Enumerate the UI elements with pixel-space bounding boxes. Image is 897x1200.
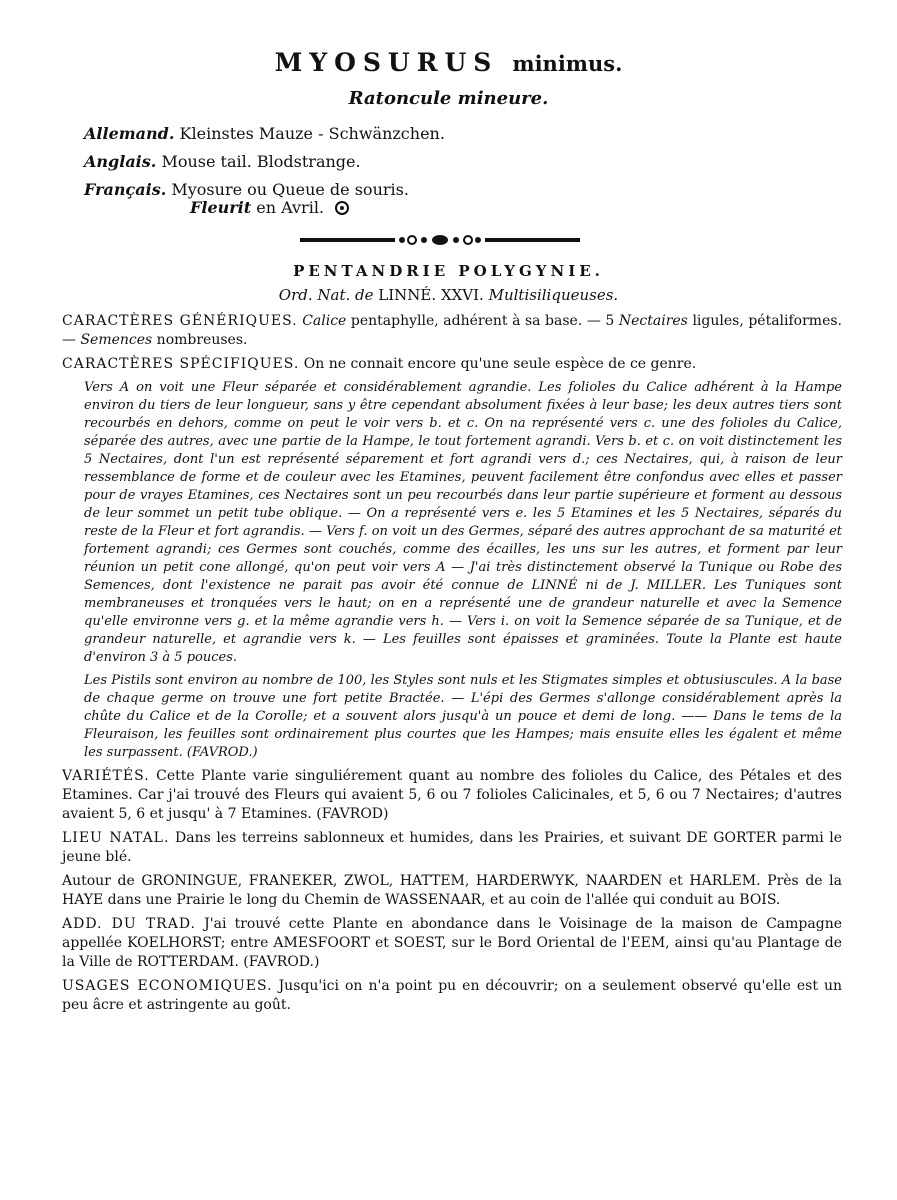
common-name: Mouse tail. Blodstrange.: [161, 152, 361, 171]
species-name: minimus.: [512, 51, 623, 76]
french-name: Ratoncule mineure.: [348, 88, 549, 109]
section-heading: USAGES ECONOMIQUES.: [62, 978, 273, 994]
description-paragraph-2: Les Pistils sont environ au nombre de 100, les Styles sont nuls et les Stigmates simples et obtusiuscules. A la base de chaque germe on trouve une fort petite Bractée. — L'épi des Germes s'allonge considérablement après la chûte du Calice et de la Corolle; et a souvent alors jusqu'à un pouce et demi de long. —— Dans le tems de la Fleuraison, les feuilles sont ordinairement plus courtes que les Hampes; mais ensuite elles les égalent et même les surpassent. (FAVROD.): [84, 673, 842, 760]
order-prefix: Ord. Nat. de: [278, 286, 374, 304]
ornament-divider-icon: [300, 230, 580, 250]
generic-text: Nectaires: [618, 313, 688, 329]
order-number: XXVI.: [440, 286, 484, 304]
generic-text: nombreuses.: [156, 332, 248, 348]
habitat-paragraph: [62, 829, 842, 867]
section-heading: LIEU NATAL.: [62, 830, 170, 846]
section-heading: CARACTÈRES GÉNÉRIQUES.: [62, 313, 298, 329]
body-text: [62, 312, 842, 1020]
order-author: LINNÉ.: [378, 286, 437, 304]
flowering-text: en Avril.: [256, 198, 325, 217]
flowering-label: Fleurit: [190, 198, 252, 217]
name-row-english: [84, 148, 445, 176]
generic-text: Semences: [80, 332, 153, 348]
language-label: Allemand.: [84, 124, 175, 143]
generic-text: pentaphylle, adhérent à sa base. — 5: [350, 313, 615, 329]
description-paragraph-1: Vers A on voit une Fleur séparée et considérablement agrandie. Les folioles du Calice adhérent à la Hampe environ du tiers de leur longueur, sans y être cependant absolument fixées à leur base; les deux autres tiers sont recourbés en dehors, comme on peut le voir vers b. et c. On na représenté vers c. une des folioles du Calice, séparée des autres, avec une partie de la Hampe, le tout fortement agrandi. Vers b. et c. on voit distinctement les 5 Nectaires, dont l'un est représenté séparement et fort agrandi vers d.; ces Nectaires, qui, à raison de leur ressemblance de forme et de couleur avec les Etamines, peuvent facilement être confondus avec elles et passer pour de vrayes Etamines, ces Nectaires sont un peu recourbés dans leur partie supérieure et forment au dessous de leur sommet un petit tube oblique. — On a représenté vers e. les 5 Etamines et les 5 Nectaires, séparés du reste de la Fleur et fort agrandis. — Vers f. on voit un des Germes, séparé des autres approchant de sa maturité et fortement agrandi; ces Germes sont couchés, comme des écailles, les uns sur les autres, et forment par leur réunion un petit cone allongé, qu'on peut voir vers A — J'ai très distinctement observé la Tunique ou Robe des Semences, dont l'existence ne parait pas avoir été connue de LINNÉ ni de J. MILLER. Les Tuniques sont membraneuses et tronquées vers le haut; on en a représenté une de grandeur naturelle et avec la Semence qu'elle environne vers g. et la même agrandie vers h. — Vers i. on voit la Semence séparée de sa Tunique, et de grandeur naturelle, et agrandie vers k. — Les feuilles sont épaisses et graminées. Toute la Plante est haute d'environ 3 à 5 pouces.: [84, 380, 842, 665]
common-name: Myosure ou Queue de souris.: [171, 180, 409, 199]
generic-text: ligules, pétaliformes. —: [62, 313, 842, 348]
flowering-time: [190, 198, 349, 217]
translator-text: J'ai trouvé cette Plante en abondance dans le Voisinage de la maison de Campagne appellée KOELHORST; entre AMESFOORT et SOEST, sur le Bord Oriental de l'EEM, ainsi qu'au Plantage de la Ville de ROTTERDAM. (FAVROD.): [62, 916, 842, 970]
linnaean-class: PENTANDRIE POLYGYNIE.: [293, 262, 604, 280]
uses-text: Jusqu'ici on n'a point pu en découvrir; on a seulement observé qu'elle est un peu âcre et astringente au goût.: [62, 978, 843, 1013]
section-heading: ADD. DU TRAD.: [62, 916, 197, 932]
common-names: [84, 120, 445, 204]
varieties-text: Cette Plante varie singuliérement quant au nombre des folioles du Calice, des Pétales et des Etamines. Car j'ai trouvé des Fleurs qui avaient 5, 6 ou 7 folioles Calicinales, et 5, 6 ou 7 Nectaires; d'autres avaient 5, 6 et jusqu' à 7 Etamines. (FAVROD): [62, 768, 842, 822]
economic-uses: [62, 977, 842, 1015]
title-row: [0, 48, 897, 77]
common-name: Kleinstes Mauze - Schwänzchen.: [179, 124, 445, 143]
genus-name: MYOSURUS: [274, 48, 499, 77]
language-label: Français.: [84, 180, 167, 199]
section-heading: VARIÉTÉS.: [62, 768, 150, 784]
generic-text: Calice: [302, 313, 347, 329]
order-name: Multisiliqueuses.: [488, 286, 619, 304]
natural-order: [0, 286, 897, 304]
habitat-text: Dans les terreins sablonneux et humides, dans les Prairies, et suivant DE GORTER parmi le jeune blé.: [62, 830, 842, 865]
section-heading: CARACTÈRES SPÉCIFIQUES.: [62, 356, 300, 372]
annual-symbol-icon: [335, 201, 349, 215]
localities-paragraph: Autour de GRONINGUE, FRANEKER, ZWOL, HATTEM, HARDERWYK, NAARDEN et HARLEM. Près de la HAYE dans une Prairie le long du Chemin de WASSENAAR, et au coin de l'allée qui conduit au BOIS.: [62, 873, 842, 908]
name-row-german: [84, 120, 445, 148]
generic-characters: [62, 312, 842, 350]
translator-addition: [62, 915, 842, 972]
specific-text: On ne connait encore qu'une seule espèce de ce genre.: [303, 356, 697, 372]
varieties-paragraph: [62, 767, 842, 824]
language-label: Anglais.: [84, 152, 157, 171]
specific-characters: [62, 355, 842, 374]
